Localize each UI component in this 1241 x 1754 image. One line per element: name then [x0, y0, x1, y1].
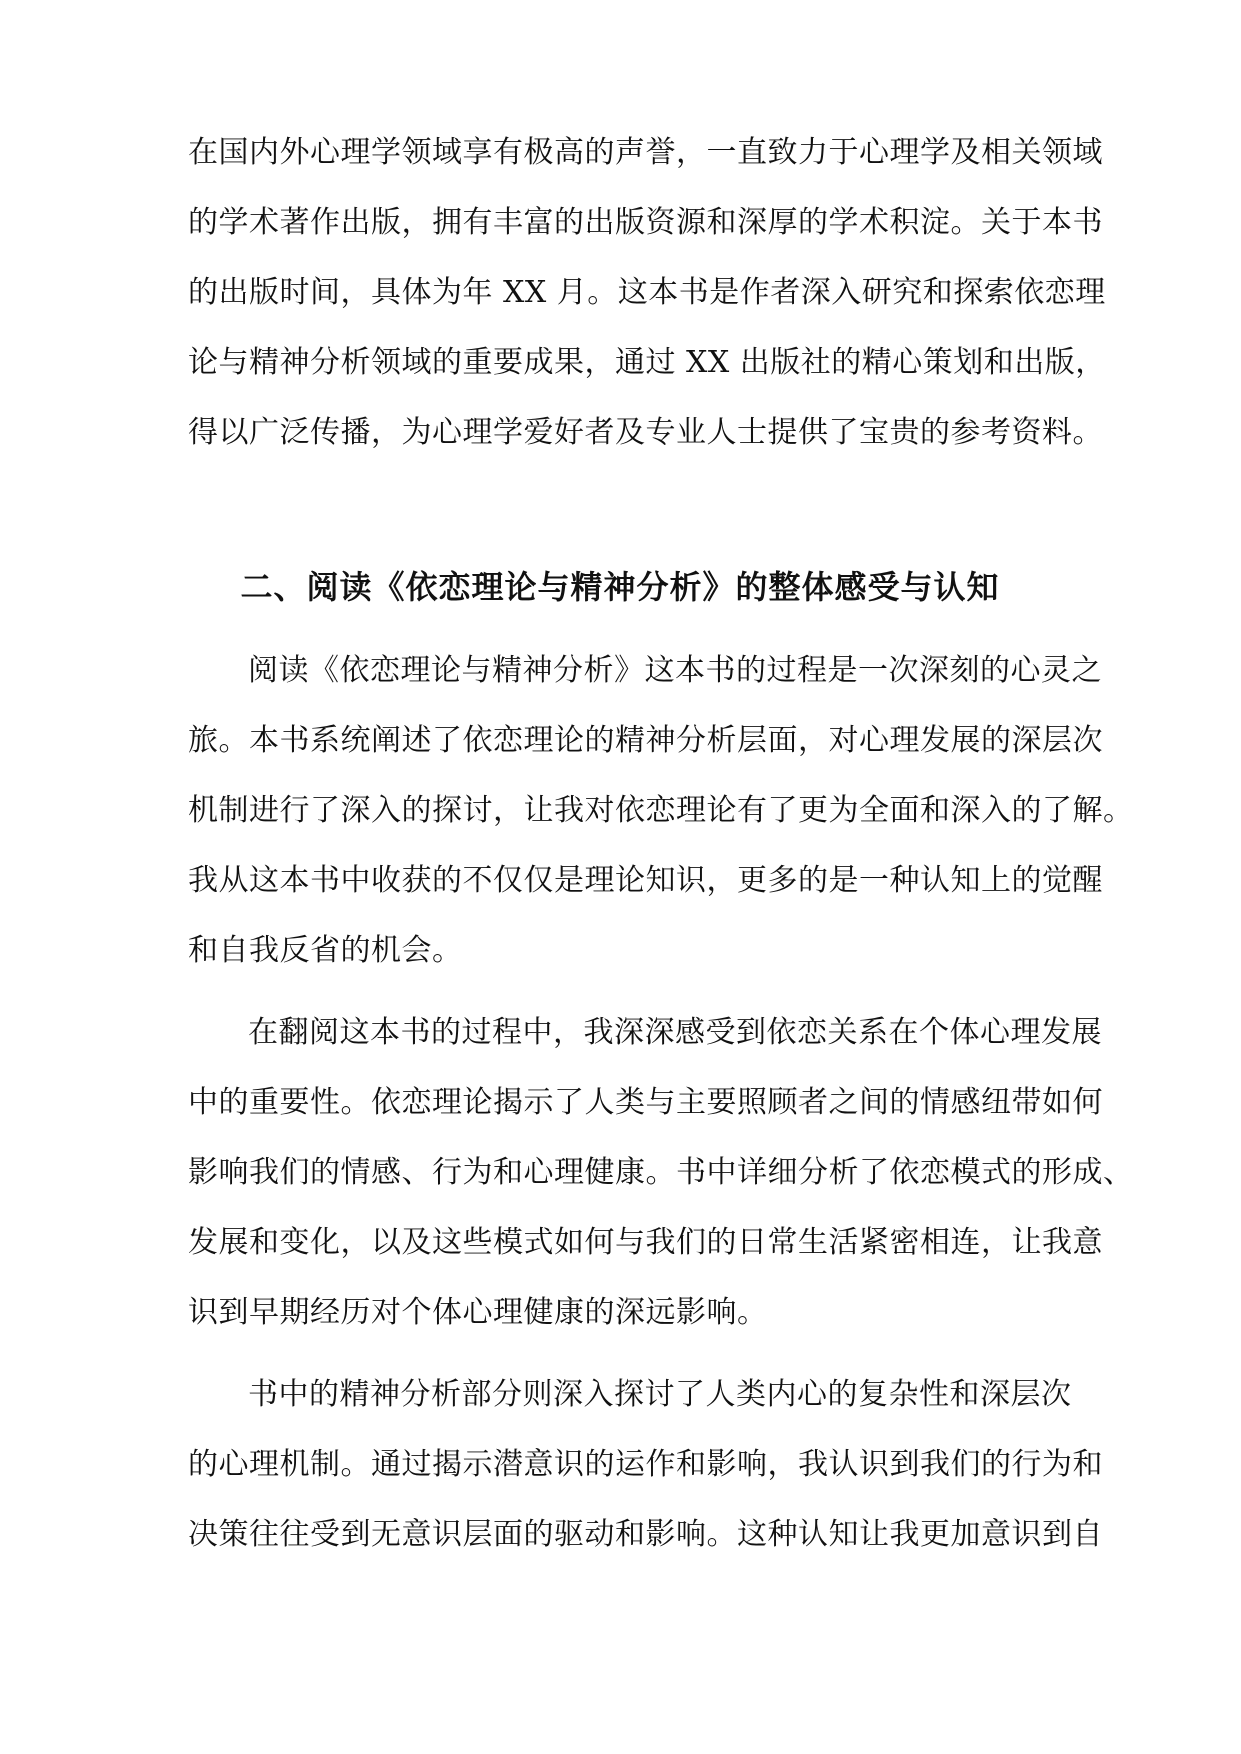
- intro-line-2: 的学术著作出版，拥有丰富的出版资源和深厚的学术积淀。关于本书: [188, 205, 1103, 240]
- intro-line-1: 在国内外心理学领域享有极高的声誉，一直致力于心理学及相关领域: [188, 135, 1103, 170]
- paragraph2-line-2: 中的重要性。依恋理论揭示了人类与主要照顾者之间的情感纽带如何: [188, 1085, 1103, 1120]
- paragraph1-line-2: 旅。本书系统阐述了依恋理论的精神分析层面，对心理发展的深层次: [188, 723, 1103, 758]
- paragraph2-line-5: 识到早期经历对个体心理健康的深远影响。: [188, 1295, 768, 1330]
- paragraph3-line-1: 书中的精神分析部分则深入探讨了人类内心的复杂性和深层次: [248, 1377, 1072, 1412]
- section-heading: 二、阅读《依恋理论与精神分析》的整体感受与认知: [240, 568, 1000, 606]
- intro-line-4: 论与精神分析领域的重要成果，通过 XX 出版社的精心策划和出版，: [188, 345, 1106, 380]
- paragraph2-line-4: 发展和变化，以及这些模式如何与我们的日常生活紧密相连，让我意: [188, 1225, 1103, 1260]
- paragraph1-line-4: 我从这本书中收获的不仅仅是理论知识，更多的是一种认知上的觉醒: [188, 863, 1103, 898]
- paragraph2-line-1: 在翻阅这本书的过程中，我深深感受到依恋关系在个体心理发展: [248, 1015, 1102, 1050]
- paragraph3-line-3: 决策往往受到无意识层面的驱动和影响。这种认知让我更加意识到自: [188, 1517, 1103, 1552]
- paragraph3-line-2: 的心理机制。通过揭示潜意识的运作和影响，我认识到我们的行为和: [188, 1447, 1103, 1482]
- paragraph1-line-3: 机制进行了深入的探讨，让我对依恋理论有了更为全面和深入的了解。: [188, 793, 1134, 828]
- intro-line-3: 的出版时间，具体为年 XX 月。这本书是作者深入研究和探索依恋理: [188, 275, 1106, 310]
- paragraph1-line-1: 阅读《依恋理论与精神分析》这本书的过程是一次深刻的心灵之: [248, 653, 1102, 688]
- paragraph1-line-5: 和自我反省的机会。: [188, 933, 463, 968]
- paragraph2-line-3: 影响我们的情感、行为和心理健康。书中详细分析了依恋模式的形成、: [188, 1155, 1134, 1190]
- intro-line-5: 得以广泛传播，为心理学爱好者及专业人士提供了宝贵的参考资料。: [188, 415, 1103, 450]
